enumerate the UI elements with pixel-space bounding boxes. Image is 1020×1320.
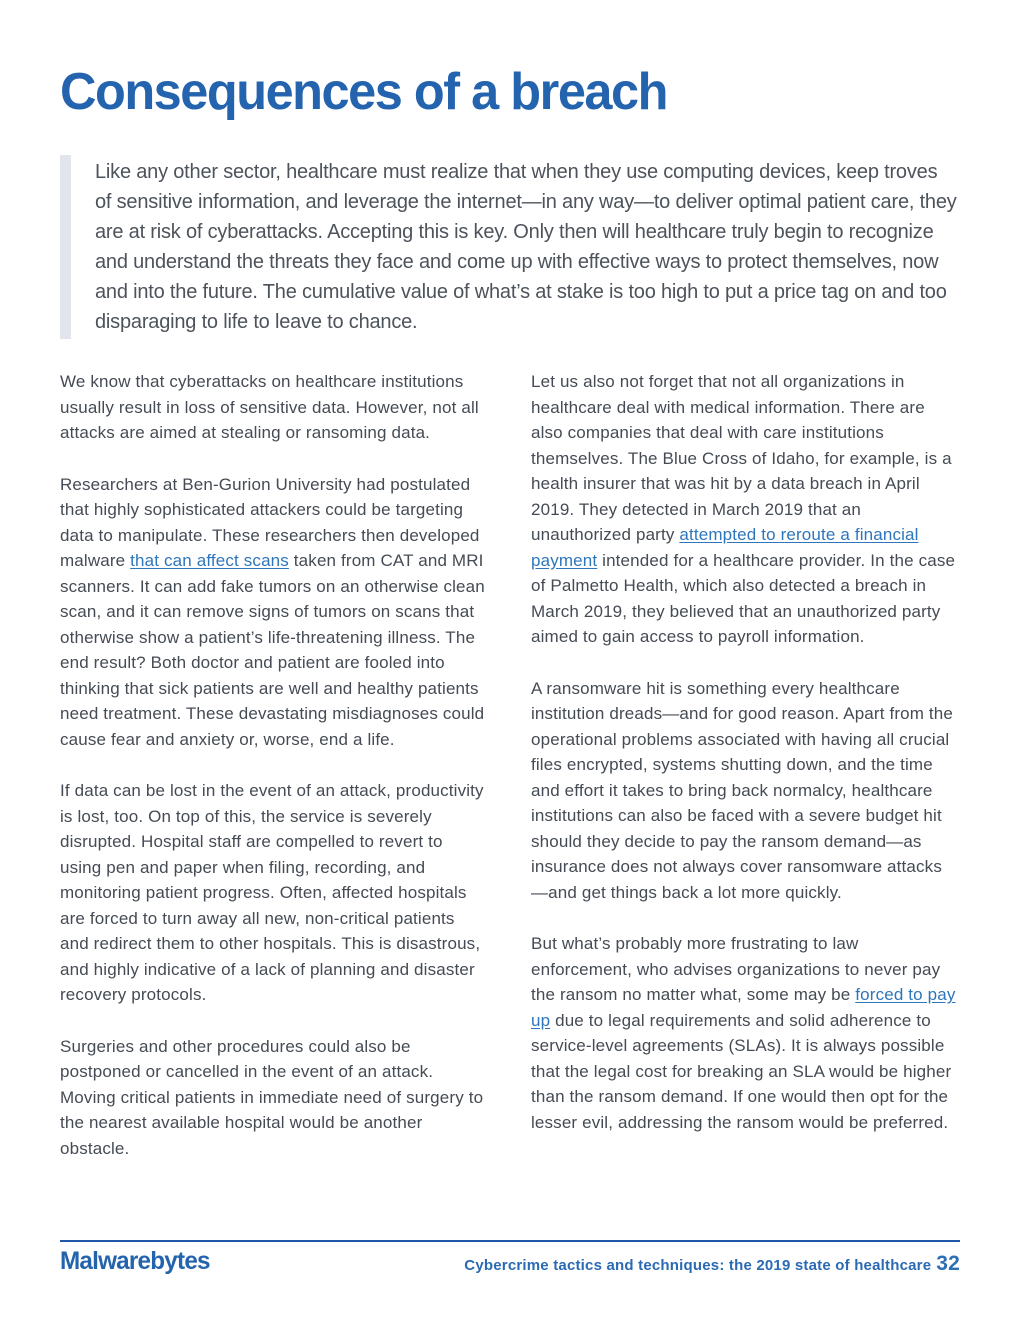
paragraph xyxy=(531,931,959,1135)
pull-quote-text: Like any other sector, healthcare must realize that when they use computing devices, keep troves of sensitive information, and leverage the internet—in any way—to deliver optimal patient care, they are at risk of cyberattacks. Accepting this is key. Only then will healthcare truly begin to recognize and understand the threats they face and come up with effective ways to protect themselves, now and into the future. The cumulative value of what’s at stake is too high to put a price tag on and too disparaging to life to leave to chance. xyxy=(95,161,957,334)
text-run: If data can be lost in the event of an attack, productivity is lost, too. On top of this, the service is severely disrupted. Hospital staff are compelled to revert to using pen and paper when filing, recording, and monitoring patient progress. Often, affected hospitals are forced to turn away all new, non-critical patients and redirect them to other hospitals. This is disastrous, and highly indicative of a lack of planning and disaster recovery protocols. xyxy=(60,781,484,1005)
malwarebytes-logo: Malwarebytes xyxy=(60,1247,210,1275)
body-column-right xyxy=(531,369,959,1187)
text-run: A ransomware hit is something every healthcare institution dreads—and for good reason. Apart from the operational problems associated with having all crucial files encrypted, systems shutting down, and the time and effort it takes to bring back normalcy, healthcare institutions can also be faced with a severe budget hit should they decide to pay the ransom demand—as insurance does not always cover ransomware attacks—and get things back a lot more quickly. xyxy=(531,678,954,902)
footer-page-number: 32 xyxy=(936,1252,960,1275)
page-title: Consequences of a breach xyxy=(60,63,667,121)
text-run: due to legal requirements and solid adherence to service-level agreements (SLAs). It is always possible that the legal cost for breaking an SLA would be higher than the ransom demand. If one would then opt for the lesser evil, addressing the ransom would be preferred. xyxy=(531,1010,952,1132)
quote-accent-bar xyxy=(60,155,71,339)
text-run: taken from CAT and MRI scanners. It can add fake tumors on an otherwise clean scan, and it can remove signs of tumors on scans that otherwise show a patient’s life-threatening illness. The end result? Both doctor and patient are fooled into thinking that sick patients are well and healthy patients need treatment. These devastating misdiagnoses could cause fear and anxiety or, worse, end a life. xyxy=(60,551,485,749)
paragraph xyxy=(531,676,959,906)
paragraph xyxy=(60,1034,488,1162)
text-run: We know that cyberattacks on healthcare institutions usually result in loss of sensitive data. However, not all attacks are aimed at stealing or ransoming data. xyxy=(60,372,479,443)
paragraph xyxy=(60,778,488,1008)
body-column-left xyxy=(60,369,488,1187)
text-run: intended for a healthcare provider. In the case of Palmetto Health, which also detected a breach in March 2019, they believed that an unauthorized party aimed to gain access to payroll information. xyxy=(531,550,956,647)
text-run: But what’s probably more frustrating to law enforcement, who advises organizations to never pay the ransom no matter what, some may be xyxy=(531,934,941,1005)
pull-quote xyxy=(60,155,960,339)
page-footer xyxy=(60,1240,960,1274)
footer-report-ref xyxy=(464,1253,960,1274)
paragraph xyxy=(60,472,488,753)
article-body xyxy=(60,369,960,1187)
footer-row xyxy=(60,1249,960,1274)
inline-link[interactable]: that can affect scans xyxy=(130,551,289,571)
page-content xyxy=(0,62,1020,1187)
paragraph xyxy=(60,369,488,446)
inline-link[interactable]: attempted to reroute a financial payment xyxy=(531,525,919,570)
paragraph xyxy=(531,369,959,650)
footer-rule xyxy=(60,1240,960,1242)
text-run: Researchers at Ben-Gurion University had postulated that highly sophisticated attackers could be targeting data to manipulate. These researchers then developed malware xyxy=(60,474,480,571)
footer-report-title: Cybercrime tactics and techniques: the 2019 state of healthcare xyxy=(464,1257,932,1274)
text-run: Let us also not forget that not all organizations in healthcare deal with medical information. There are also companies that deal with care institutions themselves. The Blue Cross of Idaho, for example, is a health insurer that was hit by a data breach in April 2019. They detected in March 2019 that an unauthorized party xyxy=(531,372,952,545)
text-run: Surgeries and other procedures could also be postponed or cancelled in the event of an attack. Moving critical patients in immediate need of surgery to the nearest available hospital would be another obstacle. xyxy=(60,1036,484,1158)
inline-link[interactable]: forced to pay up xyxy=(531,985,956,1030)
